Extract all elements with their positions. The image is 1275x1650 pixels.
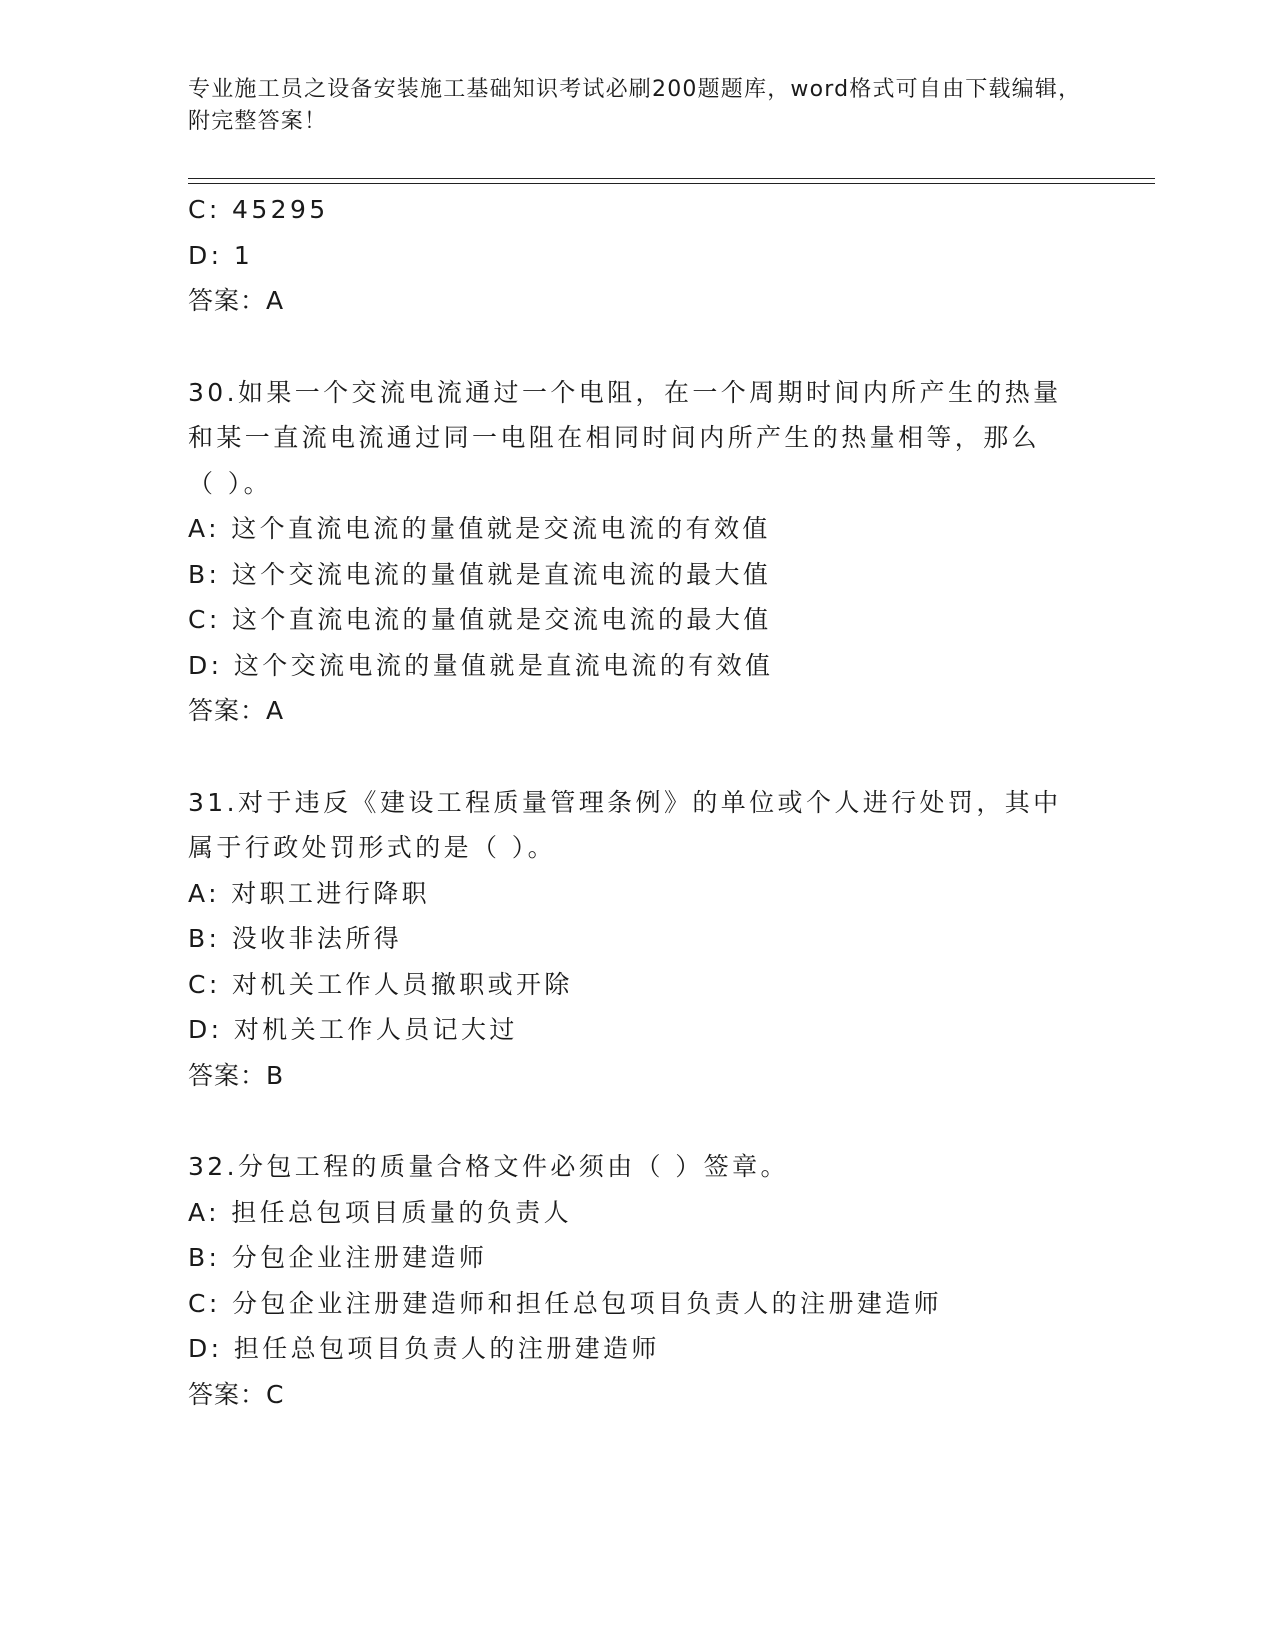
spacer: [188, 324, 1088, 370]
question-block-30: [188, 370, 1088, 734]
header-rule-top: [188, 178, 1155, 179]
option-c: C: 这个直流电流的量值就是交流电流的最大值: [188, 605, 772, 634]
option-a: A: 对职工进行降职: [188, 878, 431, 908]
option-c: C: 对机关工作人员撤职或开除: [188, 969, 573, 999]
question-text: 31.对于违反《建设工程质量管理条例》的单位或个人进行处罚，其中属于行政处罚形式的是（ ）。: [188, 787, 1062, 862]
option-d: D: 对机关工作人员记大过: [188, 1015, 518, 1044]
option-c: C: 分包企业注册建造师和担任总包项目负责人的注册建造师: [188, 1288, 943, 1318]
option-d: D: 1: [188, 240, 254, 270]
document-header: 专业施工员之设备安装施工基础知识考试必刷200题题库，word格式可自由下载编辑，附完整答案！: [188, 77, 1082, 134]
answer-line: 答案：B: [188, 1060, 285, 1090]
option-c: C: 45295: [188, 195, 329, 224]
option-b: B: 分包企业注册建造师: [188, 1243, 488, 1272]
answer-line: 答案：C: [188, 1379, 285, 1409]
question-text: 30.如果一个交流电流通过一个电阻，在一个周期时间内所产生的热量和某一直流电流通过同一电阻在相同时间内所产生的热量相等，那么（ ）。: [188, 377, 1062, 498]
question-list: [188, 187, 1088, 1417]
question-block-prev: [188, 187, 1088, 324]
option-b: B: 没收非法所得: [188, 924, 403, 953]
answer-line: 答案：A: [188, 286, 285, 315]
question-text: 32.分包工程的质量合格文件必须由（ ）签章。: [188, 1152, 789, 1181]
option-a: A: 担任总包项目质量的负责人: [188, 1197, 573, 1227]
answer-line: 答案：A: [188, 696, 285, 725]
option-b: B: 这个交流电流的量值就是直流电流的最大值: [188, 559, 772, 589]
option-d: D: 担任总包项目负责人的注册建造师: [188, 1334, 660, 1363]
header-rule-bottom: [188, 183, 1155, 184]
question-block-31: [188, 780, 1088, 1099]
spacer: [188, 1098, 1088, 1144]
option-a: A: 这个直流电流的量值就是交流电流的有效值: [188, 514, 771, 543]
option-d: D: 这个交流电流的量值就是直流电流的有效值: [188, 650, 774, 680]
question-block-32: [188, 1144, 1088, 1417]
spacer: [188, 734, 1088, 780]
